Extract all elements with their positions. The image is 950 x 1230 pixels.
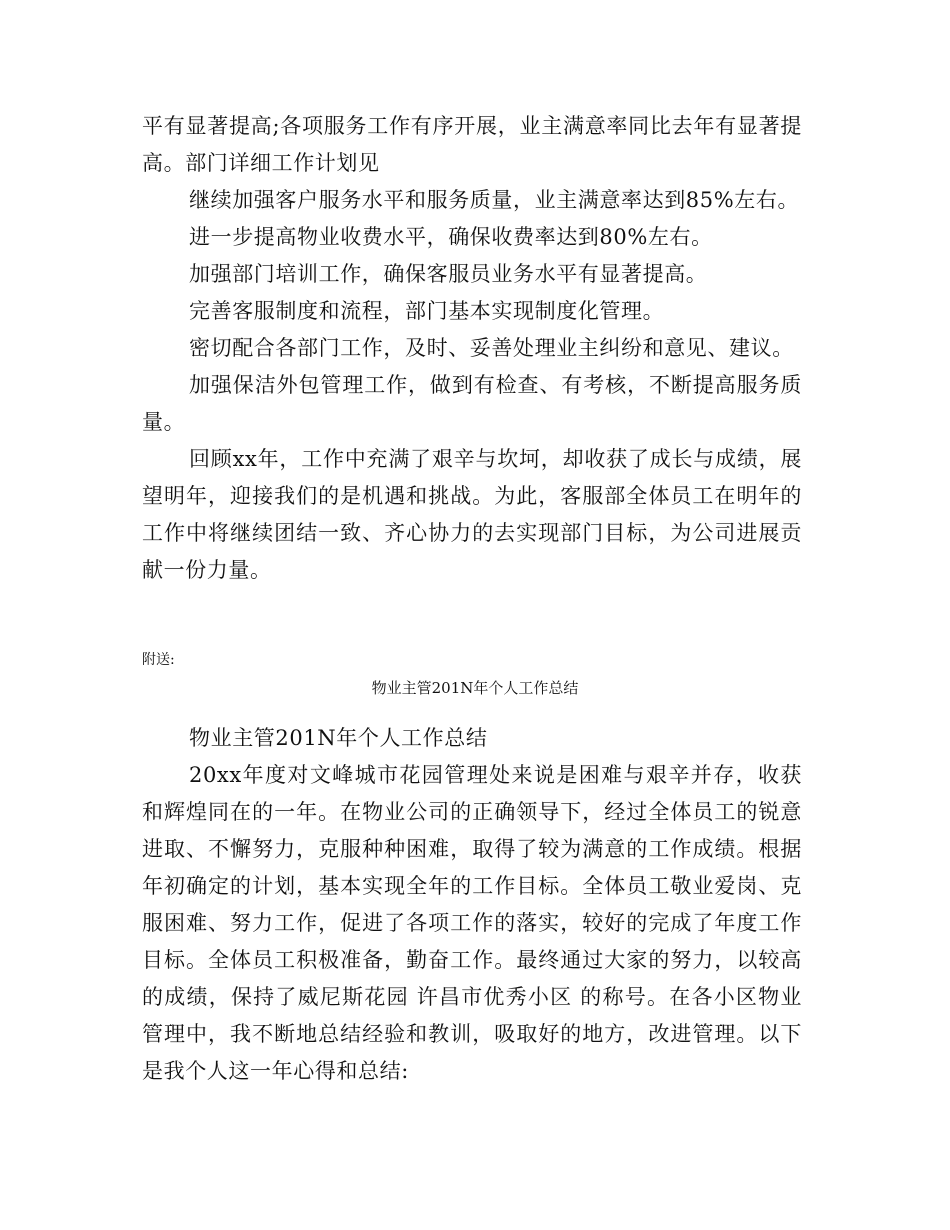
paragraph-plan-item-6: 加强保洁外包管理工作，做到有检查、有考核，不断提高服务质量。 (142, 373, 802, 434)
attachment-title: 物业主管201N年个人工作总结 (371, 679, 579, 697)
summary-section (142, 720, 802, 1090)
work-plan-section (142, 108, 802, 589)
paragraph-plan-item-2: 进一步提高物业收费水平，确保收费率达到80%左右。 (189, 225, 713, 249)
summary-heading: 物业主管201N年个人工作总结 (189, 726, 488, 750)
paragraph-plan-item-1: 继续加强客户服务水平和服务质量，业主满意率达到85%左右。 (189, 188, 800, 212)
attachment-label: 附送: (142, 652, 175, 668)
paragraph-plan-item-4: 完善客服制度和流程，部门基本实现制度化管理。 (189, 299, 665, 323)
paragraph-summary-body: 20xx年度对文峰城市花园管理处来说是困难与艰辛并存，收获和辉煌同在的一年。在物业公司的正确领导下，经过全体员工的锐意进取、不懈努力，克服种种困难，取得了较为满意的工作成绩。根据年初确定的计划，基本实现全年的工作目标。全体员工敬业爱岗、克服困难、努力工作，促进了各项工作的落实，较好的完成了年度工作目标。全体员工积极准备，勤奋工作。最终通过大家的努力，以较高的成绩，保持了威尼斯花园 许昌市优秀小区 的称号。在各小区物业管理中，我不断地总结经验和教训，吸取好的地方，改进管理。以下是我个人这一年心得和总结: (142, 763, 802, 1083)
paragraph-plan-intro: 平有显著提高;各项服务工作有序开展，业主满意率同比去年有显著提高。部门详细工作计划见 (142, 114, 802, 175)
paragraph-review: 回顾xx年，工作中充满了艰辛与坎坷，却收获了成长与成绩，展望明年，迎接我们的是机遇和挑战。为此，客服部全体员工在明年的工作中将继续团结一致、齐心协力的去实现部门目标，为公司进展贡献一份力量。 (142, 447, 802, 582)
paragraph-plan-item-5: 密切配合各部门工作，及时、妥善处理业主纠纷和意见、建议。 (189, 336, 794, 360)
paragraph-plan-item-3: 加强部门培训工作，确保客服员业务水平有显著提高。 (189, 262, 708, 286)
